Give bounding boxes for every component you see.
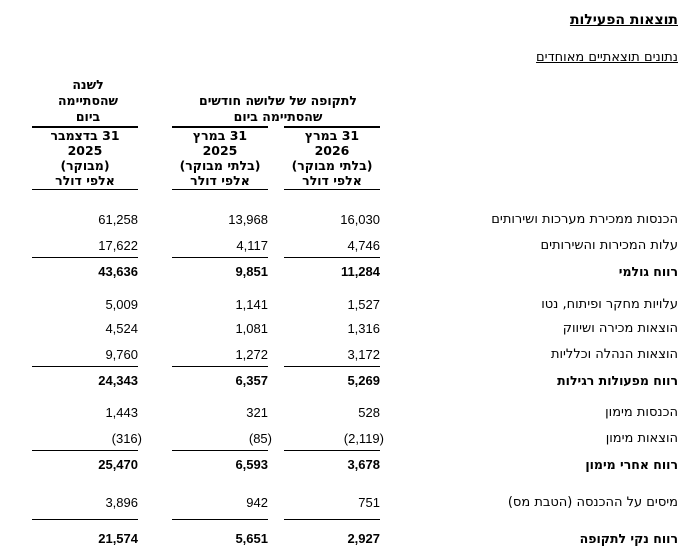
column-date: 31 במרץ [192, 128, 248, 143]
value-operating-profit-fy-2025: 24,343 [98, 373, 138, 388]
column-year: 2026 [314, 143, 350, 158]
value-cost-of-sales-q1-2026: 4,746 [347, 238, 380, 253]
year-group-line3: ביום [75, 109, 101, 124]
value-profit-after-finance-fy-2025: 25,470 [98, 457, 138, 472]
value-gross-profit-q1-2025: 9,851 [235, 264, 268, 279]
value-gross-profit-q1-2026: 11,284 [340, 264, 380, 279]
value-finance-income-fy-2025: 1,443 [105, 405, 138, 420]
row-label-gross-profit: רווח גולמי [618, 264, 678, 279]
column-audit-status: (מבוקר) [60, 158, 110, 173]
subtotal-rule [284, 257, 380, 258]
column-date: 31 בדצמבר [50, 128, 120, 143]
column-header-fy-2025 [32, 126, 138, 190]
value-income-tax-q1-2025: 942 [246, 495, 268, 510]
value-g-and-a-fy-2025: 9,760 [105, 347, 138, 362]
column-audit-status: (בלתי מבוקר) [291, 158, 373, 173]
year-group-header [32, 77, 144, 125]
subtotal-rule [284, 450, 380, 451]
quarter-group-line2: שהסתיימה ביום [233, 109, 323, 124]
quarter-group-header [178, 93, 378, 125]
quarter-group-line1: לתקופה של שלושה חודשים [199, 93, 357, 108]
row-label-finance-expenses: הוצאות מימון [605, 431, 678, 446]
header-bottom-rule [32, 189, 138, 190]
value-operating-profit-q1-2026: 5,269 [347, 373, 380, 388]
section-subtitle: נתונים תוצאתיים מאוחדים [536, 50, 678, 65]
column-unit: אלפי דולר [302, 173, 362, 188]
value-rnd-q1-2025: 1,141 [235, 297, 268, 312]
value-revenue-fy-2025: 61,258 [98, 212, 138, 227]
column-date: 31 במרץ [304, 128, 360, 143]
value-net-profit-q1-2026: 2,927 [347, 531, 380, 546]
header-bottom-rule [284, 189, 380, 190]
page-title: תוצאות הפעילות [569, 12, 678, 28]
value-net-profit-q1-2025: 5,651 [235, 531, 268, 546]
value-rnd-fy-2025: 5,009 [105, 297, 138, 312]
value-sales-marketing-q1-2026: 1,316 [347, 321, 380, 336]
value-finance-expenses-q1-2025: (85) [248, 431, 272, 446]
row-label-revenue: הכנסות ממכירת מערכות ושירותים [491, 212, 678, 227]
value-net-profit-fy-2025: 21,574 [98, 531, 138, 546]
value-g-and-a-q1-2026: 3,172 [347, 347, 380, 362]
row-label-g-and-a: הוצאות הנהלה וכלליות [550, 347, 678, 362]
value-sales-marketing-q1-2025: 1,081 [235, 321, 268, 336]
column-header-q1-2026 [284, 126, 380, 190]
header-bottom-rule [172, 189, 268, 190]
value-income-tax-fy-2025: 3,896 [105, 495, 138, 510]
value-gross-profit-fy-2025: 43,636 [98, 264, 138, 279]
subtotal-rule [32, 519, 138, 520]
year-group-line1: לשנה [72, 77, 104, 92]
row-label-net-profit: רווח נקי לתקופה [579, 531, 678, 546]
value-finance-expenses-fy-2025: (316) [111, 431, 142, 446]
row-label-finance-income: הכנסות מימון [605, 405, 678, 420]
column-audit-status: (בלתי מבוקר) [179, 158, 261, 173]
value-rnd-q1-2026: 1,527 [347, 297, 380, 312]
column-year: 2025 [67, 143, 103, 158]
subtotal-rule [284, 366, 380, 367]
value-profit-after-finance-q1-2025: 6,593 [235, 457, 268, 472]
row-label-income-tax: מיסים על ההכנסה (הטבת מס) [507, 495, 678, 510]
subtotal-rule [172, 366, 268, 367]
value-operating-profit-q1-2025: 6,357 [235, 373, 268, 388]
value-revenue-q1-2025: 13,968 [228, 212, 268, 227]
row-label-profit-after-finance: רווח אחרי מימון [585, 457, 678, 472]
subtotal-rule [32, 257, 138, 258]
subtotal-rule [284, 519, 380, 520]
value-finance-expenses-q1-2026: (2,119) [343, 431, 384, 446]
value-cost-of-sales-q1-2025: 4,117 [236, 238, 268, 253]
value-revenue-q1-2026: 16,030 [340, 212, 380, 227]
subtotal-rule [32, 366, 138, 367]
row-label-rnd: עלויות מחקר ופיתוח, נטו [541, 297, 678, 312]
column-year: 2025 [202, 143, 238, 158]
year-group-line2: שהסתיימה [57, 93, 119, 108]
column-unit: אלפי דולר [190, 173, 250, 188]
column-header-q1-2025 [172, 126, 268, 190]
subtotal-rule [32, 450, 138, 451]
row-label-sales-marketing: הוצאות מכירה ושיווק [562, 321, 678, 336]
column-unit: אלפי דולר [55, 173, 115, 188]
value-sales-marketing-fy-2025: 4,524 [105, 321, 138, 336]
subtotal-rule [172, 450, 268, 451]
value-cost-of-sales-fy-2025: 17,622 [98, 238, 138, 253]
row-label-cost-of-sales: עלות המכירות והשירותים [540, 238, 678, 253]
value-finance-income-q1-2025: 321 [246, 405, 268, 420]
value-g-and-a-q1-2025: 1,272 [235, 347, 268, 362]
subtotal-rule [172, 257, 268, 258]
value-profit-after-finance-q1-2026: 3,678 [347, 457, 380, 472]
row-label-operating-profit: רווח מפעולות רגילות [557, 373, 678, 388]
value-finance-income-q1-2026: 528 [358, 405, 380, 420]
subtotal-rule [172, 519, 268, 520]
value-income-tax-q1-2026: 751 [358, 495, 380, 510]
